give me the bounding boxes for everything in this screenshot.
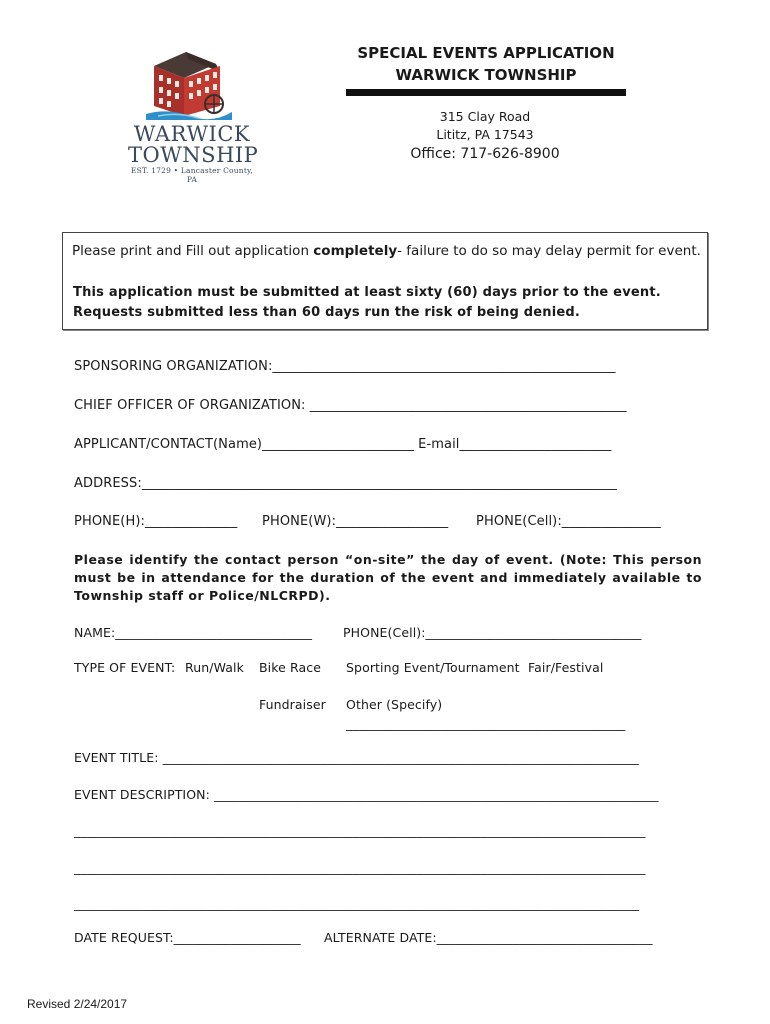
- other-specify-field[interactable]: ____________________________________________: [346, 716, 626, 731]
- office-phone: Office: 717-626-8900: [410, 146, 560, 162]
- event-title-field[interactable]: EVENT TITLE: ___________________________________________________________________________: [74, 750, 639, 765]
- event-type-label: TYPE OF EVENT:: [74, 660, 176, 675]
- notice-text-end: - failure to do so may delay permit for event.: [397, 243, 701, 259]
- address-city: Lititz, PA 17543: [436, 127, 534, 142]
- notice-emphasis: completely: [313, 243, 398, 259]
- phone-home-field[interactable]: PHONE(H):______________: [74, 514, 238, 529]
- township-logo: [128, 50, 259, 184]
- event-type-bike-race[interactable]: Bike Race: [259, 660, 322, 675]
- event-type-other[interactable]: Other (Specify): [346, 697, 443, 712]
- event-description-line3[interactable]: __________________________________________________________________________________________: [74, 860, 646, 875]
- mill-building-icon: [128, 50, 256, 122]
- onsite-name-field[interactable]: NAME:_______________________________: [74, 625, 313, 640]
- title-divider: [346, 89, 626, 96]
- event-description-line2[interactable]: __________________________________________________________________________________________: [74, 823, 646, 838]
- notice-line1: [72, 243, 701, 259]
- event-type-fair-festival[interactable]: Fair/Festival: [528, 660, 604, 675]
- notice-text: Please print and Fill out application: [72, 243, 314, 259]
- event-type-run-walk[interactable]: Run/Walk: [185, 660, 244, 675]
- form-title: SPECIAL EVENTS APPLICATION: [357, 44, 615, 62]
- revision-date: Revised 2/24/2017: [27, 997, 128, 1011]
- form-subtitle: WARWICK TOWNSHIP: [395, 66, 577, 84]
- date-request-field[interactable]: DATE REQUEST:____________________: [74, 930, 301, 945]
- applicant-contact-field[interactable]: APPLICANT/CONTACT(Name)_______________________ E-mail_______________________: [74, 437, 612, 452]
- logo-tagline: EST. 1729 • Lancaster County, PA: [130, 166, 254, 184]
- logo-name-line1: WARWICK: [133, 122, 251, 146]
- onsite-contact-note: Please identify the contact person “on-site” the day of event. (Note: This person must be in attendance for the duration of the event and immediately available to Township staff or Police/NLCRPD).: [74, 552, 702, 603]
- onsite-phone-field[interactable]: PHONE(Cell):__________________________________: [343, 625, 642, 640]
- event-description-field[interactable]: EVENT DESCRIPTION: ______________________________________________________________________: [74, 787, 659, 802]
- phone-work-field[interactable]: PHONE(W):_________________: [262, 514, 449, 529]
- alternate-date-field[interactable]: ALTERNATE DATE:__________________________________: [324, 930, 653, 945]
- sponsoring-organization-field[interactable]: SPONSORING ORGANIZATION:____________________________________________________: [74, 359, 616, 374]
- chief-officer-field[interactable]: CHIEF OFFICER OF ORGANIZATION: ________________________________________________: [74, 398, 627, 413]
- address-field[interactable]: ADDRESS:________________________________________________________________________: [74, 476, 618, 491]
- notice-deadline: This application must be submitted at least sixty (60) days prior to the event. Requests submitted less than 60 days run the risk of being denied.: [73, 285, 661, 320]
- logo-name-line2: TOWNSHIP: [128, 143, 259, 167]
- event-description-line4[interactable]: _________________________________________________________________________________________: [74, 896, 640, 911]
- phone-cell-field[interactable]: PHONE(Cell):_______________: [476, 514, 661, 529]
- event-type-fundraiser[interactable]: Fundraiser: [259, 697, 326, 712]
- address-street: 315 Clay Road: [439, 109, 531, 124]
- event-type-sporting[interactable]: Sporting Event/Tournament: [346, 660, 520, 675]
